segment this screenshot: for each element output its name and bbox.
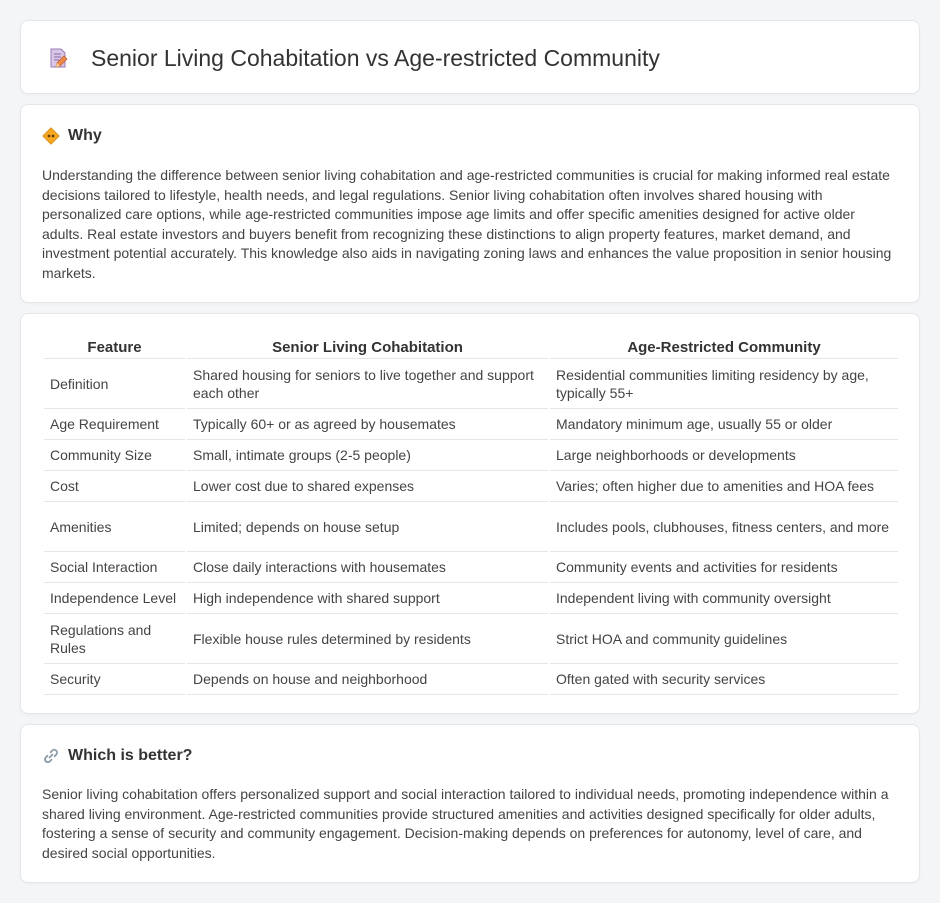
feature-cell: Age Requirement <box>44 409 185 440</box>
column-header-age-restricted: Age-Restricted Community <box>550 335 898 359</box>
pencil-note-icon <box>46 46 70 70</box>
which-is-better-section <box>20 724 920 883</box>
page-title: Senior Living Cohabitation vs Age-restricted Community <box>91 44 660 71</box>
comparison-card <box>20 313 920 714</box>
age-restricted-cell: Mandatory minimum age, usually 55 or older <box>550 409 898 440</box>
cohabitation-cell: Typically 60+ or as agreed by housemates <box>187 409 548 440</box>
better-text: Senior living cohabitation offers personalized support and social interaction tailored to individual needs, promoting independence within a shared living environment. Age-restricted communities provide structured amenities and activities designed specifically for older adults, fostering a sense of security and community engagement. Decision-making depends on preferences for autonomy, level of care, and desired social opportunities. <box>42 786 889 861</box>
why-text: Understanding the difference between senior living cohabitation and age-restricted communities is crucial for making informed real estate decisions tailored to lifestyle, health needs, and legal regulations. Senior living cohabitation often involves shared housing with personalized care options, while age-restricted communities impose age limits and offer specific amenities designed for active older adults. Real estate investors and buyers benefit from recognizing these distinctions to align property features, market demand, and investment potential accurately. This knowledge also aids in navigating zoning laws and enhances the value proposition in senior housing markets. <box>42 167 892 281</box>
age-restricted-cell: Varies; often higher due to amenities and HOA fees <box>550 471 898 502</box>
table-row <box>44 471 898 502</box>
table-row <box>44 409 898 440</box>
column-header-cohabitation: Senior Living Cohabitation <box>187 335 548 359</box>
table-row <box>44 552 898 583</box>
diamond-warning-icon <box>42 127 60 145</box>
feature-cell: Independence Level <box>44 583 185 614</box>
age-restricted-cell: Includes pools, clubhouses, fitness centers, and more <box>550 502 898 552</box>
why-heading: Why <box>68 127 102 144</box>
table-row <box>44 359 898 409</box>
feature-cell: Community Size <box>44 440 185 471</box>
age-restricted-cell: Independent living with community oversight <box>550 583 898 614</box>
cohabitation-cell: Lower cost due to shared expenses <box>187 471 548 502</box>
feature-cell: Regulations and Rules <box>44 614 185 664</box>
age-restricted-cell: Often gated with security services <box>550 664 898 695</box>
table-row <box>44 440 898 471</box>
age-restricted-cell: Residential communities limiting residency by age, typically 55+ <box>550 359 898 409</box>
link-icon <box>42 747 60 765</box>
cohabitation-cell: Limited; depends on house setup <box>187 502 548 552</box>
cohabitation-cell: Close daily interactions with housemates <box>187 552 548 583</box>
why-section <box>20 104 920 303</box>
table-header-row <box>44 335 898 359</box>
cohabitation-cell: Shared housing for seniors to live together and support each other <box>187 359 548 409</box>
comparison-table <box>42 335 900 695</box>
cohabitation-cell: High independence with shared support <box>187 583 548 614</box>
better-heading: Which is better? <box>68 747 193 764</box>
feature-cell: Social Interaction <box>44 552 185 583</box>
age-restricted-cell: Strict HOA and community guidelines <box>550 614 898 664</box>
age-restricted-cell: Community events and activities for residents <box>550 552 898 583</box>
table-row <box>44 583 898 614</box>
feature-cell: Security <box>44 664 185 695</box>
cohabitation-cell: Small, intimate groups (2-5 people) <box>187 440 548 471</box>
table-row <box>44 614 898 664</box>
column-header-feature: Feature <box>44 335 185 359</box>
table-row <box>44 664 898 695</box>
feature-cell: Definition <box>44 359 185 409</box>
cohabitation-cell: Depends on house and neighborhood <box>187 664 548 695</box>
header-card <box>20 20 920 94</box>
age-restricted-cell: Large neighborhoods or developments <box>550 440 898 471</box>
feature-cell: Amenities <box>44 502 185 552</box>
table-row <box>44 502 898 552</box>
cohabitation-cell: Flexible house rules determined by residents <box>187 614 548 664</box>
feature-cell: Cost <box>44 471 185 502</box>
